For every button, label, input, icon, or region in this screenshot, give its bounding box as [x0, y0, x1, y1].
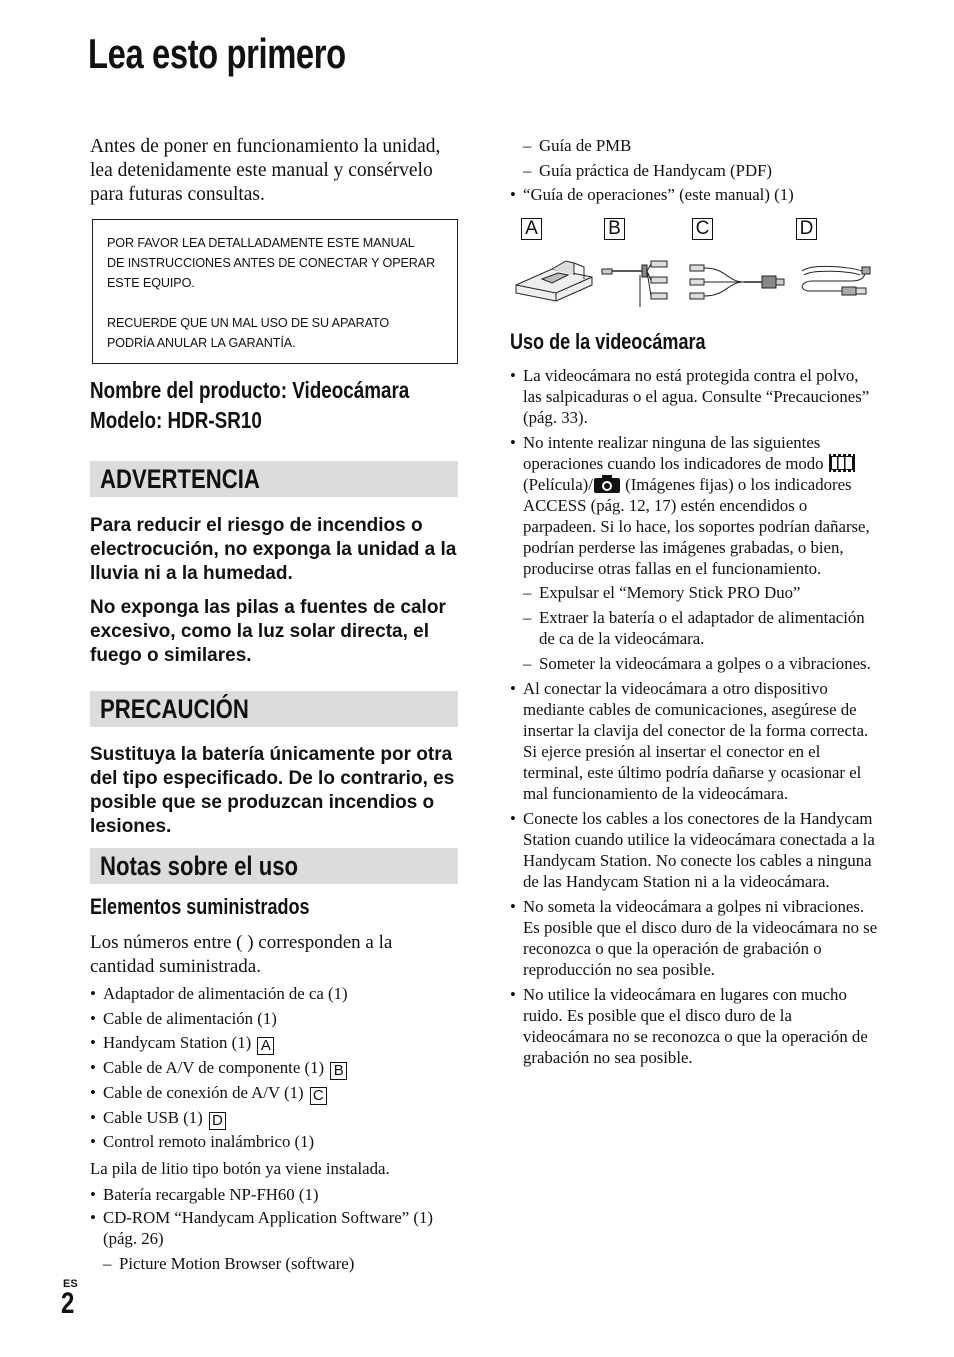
warning-paragraph: Para reducir el riesgo de incendios o electrocución, no exponga la unidad a la lluvia ni a la humedad. [90, 515, 457, 584]
page-title: Lea esto primero [88, 30, 346, 77]
section-precaucion [90, 691, 458, 727]
list-item: • La videocámara no está protegida contra el polvo, las salpicaduras o el agua. Consulte “Precauciones” (pág. 33). [510, 365, 880, 428]
list-item: • Cable de conexión de A/V (1) C [90, 1081, 460, 1106]
sub-list-item: – Picture Motion Browser (software) [103, 1253, 460, 1274]
section-advertencia [90, 461, 458, 497]
product-name: Nombre del producto: Videocámara [90, 377, 410, 403]
list-item: • Al conectar la videocámara a otro dispositivo mediante cables de comunicaciones, asegúrese de insertar la clavija del conector de la forma correcta. Si ejerce presión al insertar el conector en el terminal, este último podría dañarse y ocasionar el mal funcionamiento de la videocámara. [510, 678, 880, 804]
list-item: • “Guía de operaciones” (este manual) (1) [510, 183, 880, 208]
section-heading: Notas sobre el uso [100, 851, 299, 881]
component-cable-icon [602, 261, 667, 307]
notice-line: ESTE EQUIPO. [107, 276, 195, 290]
letter-d-label: D [209, 1112, 226, 1130]
pila-note: La pila de litio tipo botón ya viene instalada. [90, 1158, 390, 1178]
section-heading: PRECAUCIÓN [100, 694, 249, 724]
notice-line: PODRÍA ANULAR LA GARANTÍA. [107, 336, 296, 350]
list-item: • No intente realizar ninguna de las siguientes operaciones cuando los indicadores de modo (Película)/ (Imágenes fijas) o los indicadores ACCESS (pág. 12, 17) estén encendidos o parpadeen. Si lo hace, los soportes podrían dañarse, podrían perderse las imágenes grabadas, o bien, producirse otras fallas en el funcionamiento. [510, 432, 880, 579]
accessories-illustration [512, 255, 877, 311]
intro-paragraph: Antes de poner en funcionamiento la unidad, lea detenidamente este manual y consérvelo para futuras consultas. [90, 136, 441, 205]
list-item: • Control remoto inalámbrico (1) [90, 1130, 460, 1155]
list-item: • Conecte los cables a los conectores de la Handycam Station cuando utilice la videocámara conectada a la Handycam Station. No conecte los cables a ninguna de las Handycam Station ni a la videocámara. [510, 808, 880, 892]
notice-box [92, 219, 458, 364]
sub-list-item: – Extraer la batería o el adaptador de alimentación de ca de la videocámara. [523, 607, 880, 649]
list-item: • Cable de A/V de componente (1) B [90, 1056, 460, 1081]
figure-letter-d: D [796, 218, 817, 240]
subheading-elementos: Elementos suministrados [90, 894, 310, 919]
letter-b-label: B [330, 1062, 347, 1080]
usb-cable-icon [802, 266, 870, 295]
page-number: 2 [61, 1287, 75, 1320]
section-heading: ADVERTENCIA [100, 464, 260, 494]
letter-a-label: A [257, 1037, 274, 1055]
figure-letter-b: B [604, 218, 625, 240]
movie-mode-icon [828, 453, 856, 473]
product-info [90, 375, 460, 435]
list-item: • No utilice la videocámara en lugares con mucho ruido. Es posible que el disco duro de la videocámara no se reconozca o que la operación de grabación no sea posible. [510, 984, 880, 1068]
caution-paragraph: Sustituya la batería únicamente por otra del tipo especificado. De lo contrario, es posible que se produzcan incendios o lesiones. [90, 744, 455, 837]
list-item: • Batería recargable NP-FH60 (1) [90, 1183, 460, 1208]
subheading-uso: Uso de la videocámara [510, 329, 706, 354]
handycam-station-icon [516, 261, 592, 301]
product-model: Modelo: HDR-SR10 [90, 407, 262, 433]
figure-letter-c: C [692, 218, 713, 240]
sub-list-item: – Someter la videocámara a golpes o a vibraciones. [523, 653, 880, 674]
sub-list-item: – Guía de PMB [523, 134, 880, 159]
list-item: • Cable de alimentación (1) [90, 1007, 460, 1032]
list-item: • No someta la videocámara a golpes ni vibraciones. Es posible que el disco duro de la videocámara no se reconozca o que la operación de grabación o reproducción no sea posible. [510, 896, 880, 980]
list-item: • Adaptador de alimentación de ca (1) [90, 982, 460, 1007]
figure-letter-a: A [521, 218, 542, 240]
letter-c-label: C [310, 1087, 327, 1105]
av-cable-icon [690, 265, 784, 299]
list-item: • Handycam Station (1) A [90, 1031, 460, 1056]
sub-list-item: – Expulsar el “Memory Stick PRO Duo” [523, 582, 880, 603]
list-item: • Cable USB (1) D [90, 1106, 460, 1131]
list-item: • CD-ROM “Handycam Application Software” (1) (pág. 26) [90, 1207, 460, 1249]
camera-icon [593, 474, 621, 494]
notice-line: DE INSTRUCCIONES ANTES DE CONECTAR Y OPERAR [107, 256, 436, 270]
elementos-intro: Los números entre ( ) corresponden a la cantidad suministrada. [90, 932, 393, 977]
warning-paragraph: No exponga las pilas a fuentes de calor excesivo, como la luz solar directa, el fuego o similares. [90, 597, 446, 666]
sub-list-item: – Guía práctica de Handycam (PDF) [523, 159, 880, 184]
language-mark: ES [63, 1278, 78, 1290]
section-notas [90, 848, 458, 884]
notice-line: POR FAVOR LEA DETALLADAMENTE ESTE MANUAL [107, 236, 415, 250]
notice-line: RECUERDE QUE UN MAL USO DE SU APARATO [107, 316, 390, 330]
